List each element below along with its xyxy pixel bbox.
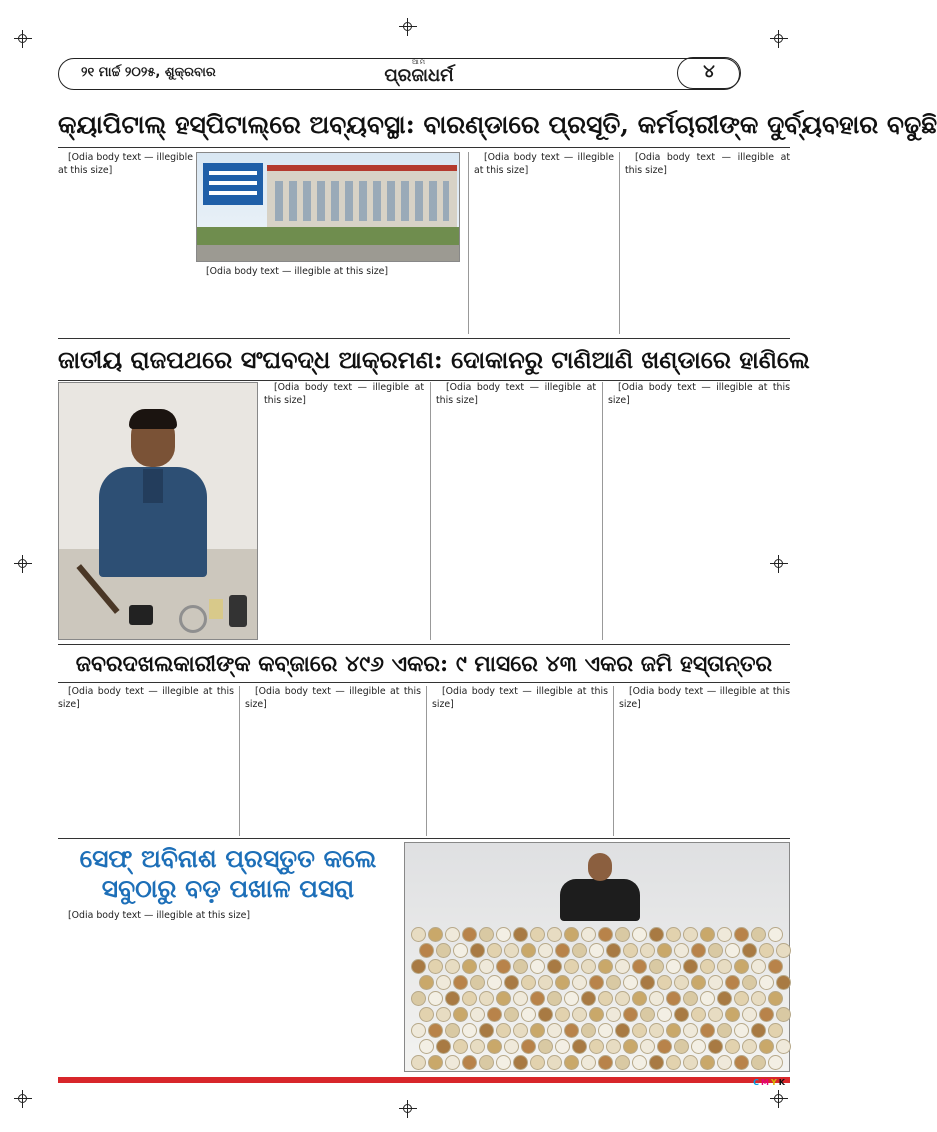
story3-column-2 [245, 686, 421, 836]
story3-column-1 [58, 686, 234, 836]
plate-icon [640, 1039, 655, 1054]
plate-icon [411, 991, 426, 1006]
plate-icon [530, 927, 545, 942]
plate-icon [530, 1055, 545, 1070]
masthead-tagline: ଆମ [411, 58, 426, 66]
plate-icon [691, 975, 706, 990]
plate-icon [657, 1007, 672, 1022]
plate-icon [411, 1023, 426, 1038]
story1-column-4-text: [Odia body text — illegible at this size] [625, 152, 790, 176]
plate-icon [666, 1055, 681, 1070]
plate-icon [615, 927, 630, 942]
plate-icon [581, 927, 596, 942]
plate-icon [725, 1039, 740, 1054]
registration-mark-middle-left [14, 555, 32, 573]
plate-icon [666, 1023, 681, 1038]
plate-icon [640, 1007, 655, 1022]
plate-icon [691, 1039, 706, 1054]
plate-icon [734, 927, 749, 942]
plate-icon [776, 975, 791, 990]
plate-icon [742, 943, 757, 958]
plate-icon [530, 1023, 545, 1038]
plate-icon [470, 1039, 485, 1054]
registration-mark-top-left [14, 30, 32, 48]
cmyk-y: Y [771, 1078, 777, 1087]
plate-icon [632, 1023, 647, 1038]
plate-icon [513, 991, 528, 1006]
plate-icon [445, 991, 460, 1006]
plate-icon [708, 1007, 723, 1022]
plate-icon [751, 959, 766, 974]
plate-icon [504, 1039, 519, 1054]
plate-icon [462, 1023, 477, 1038]
story1-below-photo-text [196, 266, 460, 334]
plate-icon [649, 991, 664, 1006]
registration-mark-bottom-right [770, 1090, 788, 1108]
story1-headline: କ୍ୟାପିଟାଲ୍ ହସ୍ପିଟାଲ୍‌ରେ ଅବ୍ୟବସ୍ଥା: ବାରଣ୍ଡାରେ ପ୍ରସୂତି, କର୍ମଚାରୀଙ୍କ ଦୁର୍ବ୍ୟବହାର ବଢୁଛି [58, 110, 937, 139]
plate-icon [538, 1039, 553, 1054]
story2-column-1 [264, 382, 424, 640]
column-divider [619, 152, 620, 334]
story2-column-3-text: [Odia body text — illegible at this size] [608, 382, 790, 406]
feast-photo [404, 842, 790, 1072]
plate-icon [751, 991, 766, 1006]
plate-icon [717, 991, 732, 1006]
plate-icon [751, 1023, 766, 1038]
plate-icon [436, 1007, 451, 1022]
story2-column-2 [436, 382, 596, 640]
plate-icon [598, 927, 613, 942]
plate-icon [521, 975, 536, 990]
column-divider [426, 686, 427, 836]
plate-icon [521, 943, 536, 958]
plate-icon [623, 943, 638, 958]
plate-icon [479, 927, 494, 942]
plate-icon [598, 959, 613, 974]
divider [58, 838, 790, 839]
plate-icon [428, 959, 443, 974]
story3-column-4-text: [Odia body text — illegible at this size] [619, 686, 790, 710]
plate-icon [666, 991, 681, 1006]
plate-icon [496, 1023, 511, 1038]
plate-icon [555, 1007, 570, 1022]
plate-icon [623, 975, 638, 990]
divider [58, 338, 790, 339]
plate-icon [411, 959, 426, 974]
plate-icon [487, 1039, 502, 1054]
plate-icon [632, 927, 647, 942]
plate-icon [547, 991, 562, 1006]
divider [58, 682, 790, 683]
plate-icon [555, 943, 570, 958]
plate-icon [623, 1007, 638, 1022]
story1-column-3-text: [Odia body text — illegible at this size] [474, 152, 614, 176]
plate-icon [700, 991, 715, 1006]
plate-icon [725, 1007, 740, 1022]
plate-icon [768, 1055, 783, 1070]
masthead-name: ପ୍ରଜାଧର୍ମ [384, 65, 454, 86]
cmyk-c: C [753, 1078, 760, 1087]
page-number: ୪ [677, 57, 741, 89]
plate-icon [742, 975, 757, 990]
story3-column-3 [432, 686, 608, 836]
story1-column-4 [625, 152, 790, 334]
plate-icon [734, 1023, 749, 1038]
plate-icon [759, 1007, 774, 1022]
plate-icon [504, 943, 519, 958]
story3-column-3-text: [Odia body text — illegible at this size] [432, 686, 608, 710]
story1-below-photo-paragraph: [Odia body text — illegible at this size] [206, 266, 389, 277]
plate-icon [734, 991, 749, 1006]
plate-icon [555, 975, 570, 990]
plate-icon [615, 959, 630, 974]
accused-photo [58, 382, 258, 640]
plate-icon [513, 959, 528, 974]
plate-icon [700, 1055, 715, 1070]
plate-icon [496, 1055, 511, 1070]
plate-icon [530, 991, 545, 1006]
plate-icon [419, 943, 434, 958]
plate-icon [606, 1039, 621, 1054]
plate-icon [606, 975, 621, 990]
plate-icon [666, 959, 681, 974]
plate-icon [564, 959, 579, 974]
page-header [58, 58, 740, 90]
plate-icon [504, 975, 519, 990]
cmyk-marker [752, 1078, 786, 1087]
plate-icon [725, 943, 740, 958]
plate-icon [734, 959, 749, 974]
plate-icon [657, 975, 672, 990]
plate-icon [768, 959, 783, 974]
plate-icon [453, 975, 468, 990]
plate-icon [751, 927, 766, 942]
plate-icon [572, 1007, 587, 1022]
plate-icon [411, 1055, 426, 1070]
plate-icon [462, 959, 477, 974]
seized-card [209, 599, 223, 619]
plate-icon [581, 959, 596, 974]
plate-icon [623, 1039, 638, 1054]
plate-icon [470, 1007, 485, 1022]
divider [58, 380, 790, 381]
story3-headline: ଜବରଦଖଲକାରୀଙ୍କ କବ୍‌ଜାରେ ୪୯୬ ଏକର: ୯ ମାସରେ ୪୩ ଏକର ଜମି ହସ୍ତାନ୍ତର [75, 651, 773, 677]
plate-icon [428, 991, 443, 1006]
plate-icon [589, 1007, 604, 1022]
plate-icon [564, 927, 579, 942]
plate-icon [479, 1055, 494, 1070]
plate-icon [504, 1007, 519, 1022]
plate-icon [649, 927, 664, 942]
plate-icon [776, 943, 791, 958]
plate-icon [589, 1039, 604, 1054]
seized-phone [129, 605, 153, 625]
plate-icon [479, 1023, 494, 1038]
plate-icon [453, 1039, 468, 1054]
story1-column-3 [474, 152, 614, 334]
plate-icon [683, 959, 698, 974]
plate-icon [708, 943, 723, 958]
plate-icon [700, 959, 715, 974]
plate-icon [683, 991, 698, 1006]
story4-body-text: [Odia body text — illegible at this size] [68, 910, 251, 921]
story4-headline-line-2: ସବୁଠାରୁ ବଡ଼ ପଖାଳ ପସରା [101, 874, 355, 903]
plate-icon [538, 943, 553, 958]
plate-icon [445, 1055, 460, 1070]
seized-mobile [229, 595, 247, 627]
plate-icon [717, 1055, 732, 1070]
plate-icon [700, 1023, 715, 1038]
plate-icon [479, 991, 494, 1006]
plate-icon [598, 1023, 613, 1038]
registration-mark-bottom-center [399, 1100, 417, 1118]
divider [58, 147, 790, 148]
story2-column-1-text: [Odia body text — illegible at this size] [264, 382, 424, 406]
plate-icon [615, 991, 630, 1006]
plate-icon [649, 959, 664, 974]
plate-icon [521, 1039, 536, 1054]
plate-icon [666, 927, 681, 942]
plate-icon [445, 927, 460, 942]
issue-date: ୨୧ ମାର୍ଚ୍ଚ ୨୦୨୫, ଶୁକ୍ରବାର [81, 65, 216, 80]
plate-icon [657, 1039, 672, 1054]
plate-icon [513, 1023, 528, 1038]
plate-icon [742, 1039, 757, 1054]
plate-icon [581, 991, 596, 1006]
plate-icon [564, 991, 579, 1006]
plate-icon [445, 959, 460, 974]
column-divider [430, 382, 431, 640]
hospital-signboard [203, 163, 263, 205]
plate-icon [419, 1007, 434, 1022]
registration-mark-top-center [399, 18, 417, 36]
plate-icon [521, 1007, 536, 1022]
plate-icon [538, 975, 553, 990]
plate-icon [776, 1039, 791, 1054]
plate-icon [487, 975, 502, 990]
plate-icon [572, 975, 587, 990]
plate-icon [640, 975, 655, 990]
story2-column-2-text: [Odia body text — illegible at this size] [436, 382, 596, 406]
plate-icon [683, 927, 698, 942]
plate-icon [538, 1007, 553, 1022]
plate-icon [734, 1055, 749, 1070]
plate-icon [470, 975, 485, 990]
plate-icon [572, 1039, 587, 1054]
plate-icon [428, 1023, 443, 1038]
registration-mark-top-right [770, 30, 788, 48]
plate-icon [751, 1055, 766, 1070]
plate-icon [674, 1039, 689, 1054]
plate-icon [453, 943, 468, 958]
plate-icon [564, 1023, 579, 1038]
plate-icon [768, 927, 783, 942]
hospital-photo [196, 152, 460, 262]
plate-icon [598, 1055, 613, 1070]
plate-icon [555, 1039, 570, 1054]
plate-icon [572, 943, 587, 958]
plate-icon [462, 991, 477, 1006]
plate-icon [759, 1039, 774, 1054]
story1-column-1-text: [Odia body text — illegible at this size] [58, 152, 193, 176]
plate-icon [759, 943, 774, 958]
plate-icon [691, 1007, 706, 1022]
plate-icon [462, 1055, 477, 1070]
plate-icon [496, 959, 511, 974]
plate-icon [547, 1055, 562, 1070]
plate-icon [419, 1039, 434, 1054]
plate-icon [428, 1055, 443, 1070]
story4-body [58, 910, 398, 1072]
plate-icon [632, 991, 647, 1006]
plate-icon [445, 1023, 460, 1038]
story3-column-1-text: [Odia body text — illegible at this size] [58, 686, 234, 710]
plate-icon [436, 1039, 451, 1054]
plate-icon [496, 991, 511, 1006]
plate-icon [487, 1007, 502, 1022]
plate-icon [411, 927, 426, 942]
plate-icon [547, 927, 562, 942]
plate-icon [615, 1023, 630, 1038]
registration-mark-bottom-left [14, 1090, 32, 1108]
plate-icon [674, 975, 689, 990]
story3-column-2-text: [Odia body text — illegible at this size] [245, 686, 421, 710]
chef-figure [550, 853, 650, 923]
plate-icon [589, 975, 604, 990]
story1-column-1 [58, 152, 193, 334]
plate-icon [530, 959, 545, 974]
plate-icon [691, 943, 706, 958]
plate-icon [632, 1055, 647, 1070]
plate-icon [436, 943, 451, 958]
plate-icon [589, 943, 604, 958]
plate-icon [428, 927, 443, 942]
plate-icon [632, 959, 647, 974]
cmyk-m: M [761, 1078, 769, 1087]
plate-icon [513, 927, 528, 942]
plate-icon [598, 991, 613, 1006]
plate-icon [683, 1055, 698, 1070]
bottom-rule [58, 1077, 790, 1083]
cmyk-k: K [778, 1078, 785, 1087]
plate-icon [649, 1055, 664, 1070]
plate-icon [453, 1007, 468, 1022]
plate-icon [615, 1055, 630, 1070]
story2-column-3 [608, 382, 790, 640]
story4-headline [58, 844, 398, 904]
plate-icon [708, 1039, 723, 1054]
plate-icon [657, 943, 672, 958]
plate-icon [547, 959, 562, 974]
plate-icon [725, 975, 740, 990]
story2-headline: ଜାତୀୟ ରାଜପଥରେ ସଂଘବଦ୍ଧ ଆକ୍ରମଣ: ଦୋକାନରୁ ଟାଣିଆଣି ଖଣ୍ଡାରେ ହାଣିଲେ [58, 345, 810, 374]
plate-icon [717, 959, 732, 974]
plate-icon [496, 927, 511, 942]
plate-icon [717, 1023, 732, 1038]
plate-icon [708, 975, 723, 990]
column-divider [613, 686, 614, 836]
plate-icon [462, 927, 477, 942]
plate-icon [759, 975, 774, 990]
column-divider [602, 382, 603, 640]
plate-icon [640, 943, 655, 958]
plate-icon [564, 1055, 579, 1070]
plate-icon [479, 959, 494, 974]
plate-icon [547, 1023, 562, 1038]
plate-icon [649, 1023, 664, 1038]
plate-icon [581, 1023, 596, 1038]
plate-icon [674, 1007, 689, 1022]
story4-headline-line-1: ସେଫ୍ ଅବିନାଶ ପ୍ରସ୍ତୁତ କଲେ [79, 844, 377, 873]
plate-icon [768, 991, 783, 1006]
plate-icon [606, 943, 621, 958]
story3-column-4 [619, 686, 790, 836]
plate-icon [487, 943, 502, 958]
plate-icon [768, 1023, 783, 1038]
plate-icon [436, 975, 451, 990]
plate-icon [513, 1055, 528, 1070]
plate-icon [470, 943, 485, 958]
plate-icon [581, 1055, 596, 1070]
plate-icon [419, 975, 434, 990]
masthead-logo [359, 57, 479, 87]
plate-icon [683, 1023, 698, 1038]
plate-icon [674, 943, 689, 958]
plate-icon [776, 1007, 791, 1022]
divider [58, 644, 790, 645]
plate-icon [742, 1007, 757, 1022]
column-divider [239, 686, 240, 836]
column-divider [468, 152, 469, 334]
plate-icon [700, 927, 715, 942]
plate-icon [606, 1007, 621, 1022]
seized-bangle [179, 605, 207, 633]
plate-icon [717, 927, 732, 942]
